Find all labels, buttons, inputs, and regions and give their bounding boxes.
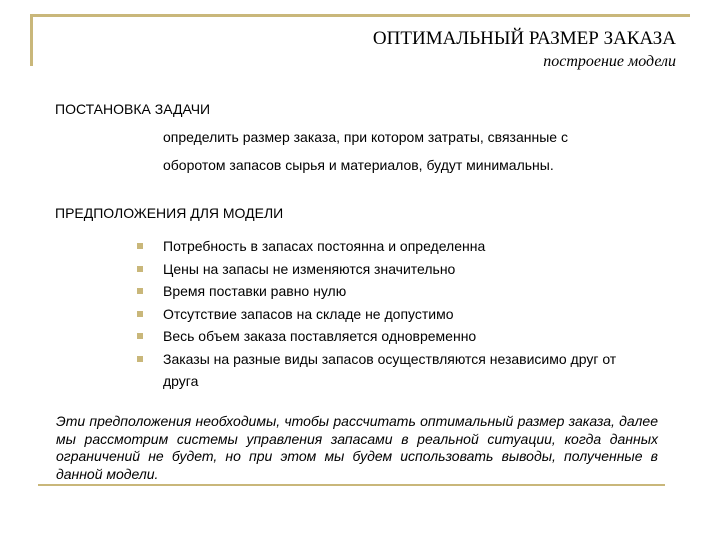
list-item-text: Заказы на разные виды запасов осуществляются независимо друг от друга <box>163 350 617 389</box>
bullet-square-icon <box>137 311 143 317</box>
list-item-text: Весь объем заказа поставляется одновременно <box>163 328 477 344</box>
bullet-square-icon <box>137 243 143 249</box>
assumptions-heading: ПРЕДПОЛОЖЕНИЯ ДЛЯ МОДЕЛИ <box>55 205 284 221</box>
task-heading: ПОСТАНОВКА ЗАДАЧИ <box>55 101 211 117</box>
list-item-text: Потребность в запасах постоянна и определенна <box>163 238 486 254</box>
task-line: оборотом запасов сырья и материалов, будут минимальны. <box>163 157 554 173</box>
list-item <box>135 258 633 281</box>
bullet-square-icon <box>137 333 143 339</box>
page-title: ОПТИМАЛЬНЫЙ РАЗМЕР ЗАКАЗА <box>372 28 676 49</box>
list-item <box>135 325 633 348</box>
bullet-square-icon <box>137 288 143 294</box>
page-subtitle: построение модели <box>543 53 676 70</box>
list-item <box>135 303 633 326</box>
bullet-square-icon <box>137 266 143 272</box>
list-item-text: Отсутствие запасов на складе не допустимо <box>163 305 454 322</box>
bottom-rule <box>38 484 665 486</box>
list-item-text: Цены на запасы не изменяются значительно <box>163 260 456 277</box>
task-line: определить размер заказа, при котором затраты, связанные с <box>163 129 568 145</box>
list-item-text: Время поставки равно нулю <box>163 283 347 299</box>
bullet-square-icon <box>137 356 143 362</box>
list-item <box>135 280 633 303</box>
list-item <box>135 348 633 393</box>
assumptions-list <box>135 235 633 393</box>
conclusion-note: Эти предположения необходимы, чтобы рассчитать оптимальный размер заказа, далее мы рассмотрим системы управления запасами в реальной ситуации, когда данных ограничений не будет, но при этом мы будем использовать выводы, полученные в данной модели. <box>56 413 658 482</box>
frame-top-line <box>30 14 690 17</box>
frame-left-line <box>30 14 33 66</box>
list-item <box>135 235 633 258</box>
